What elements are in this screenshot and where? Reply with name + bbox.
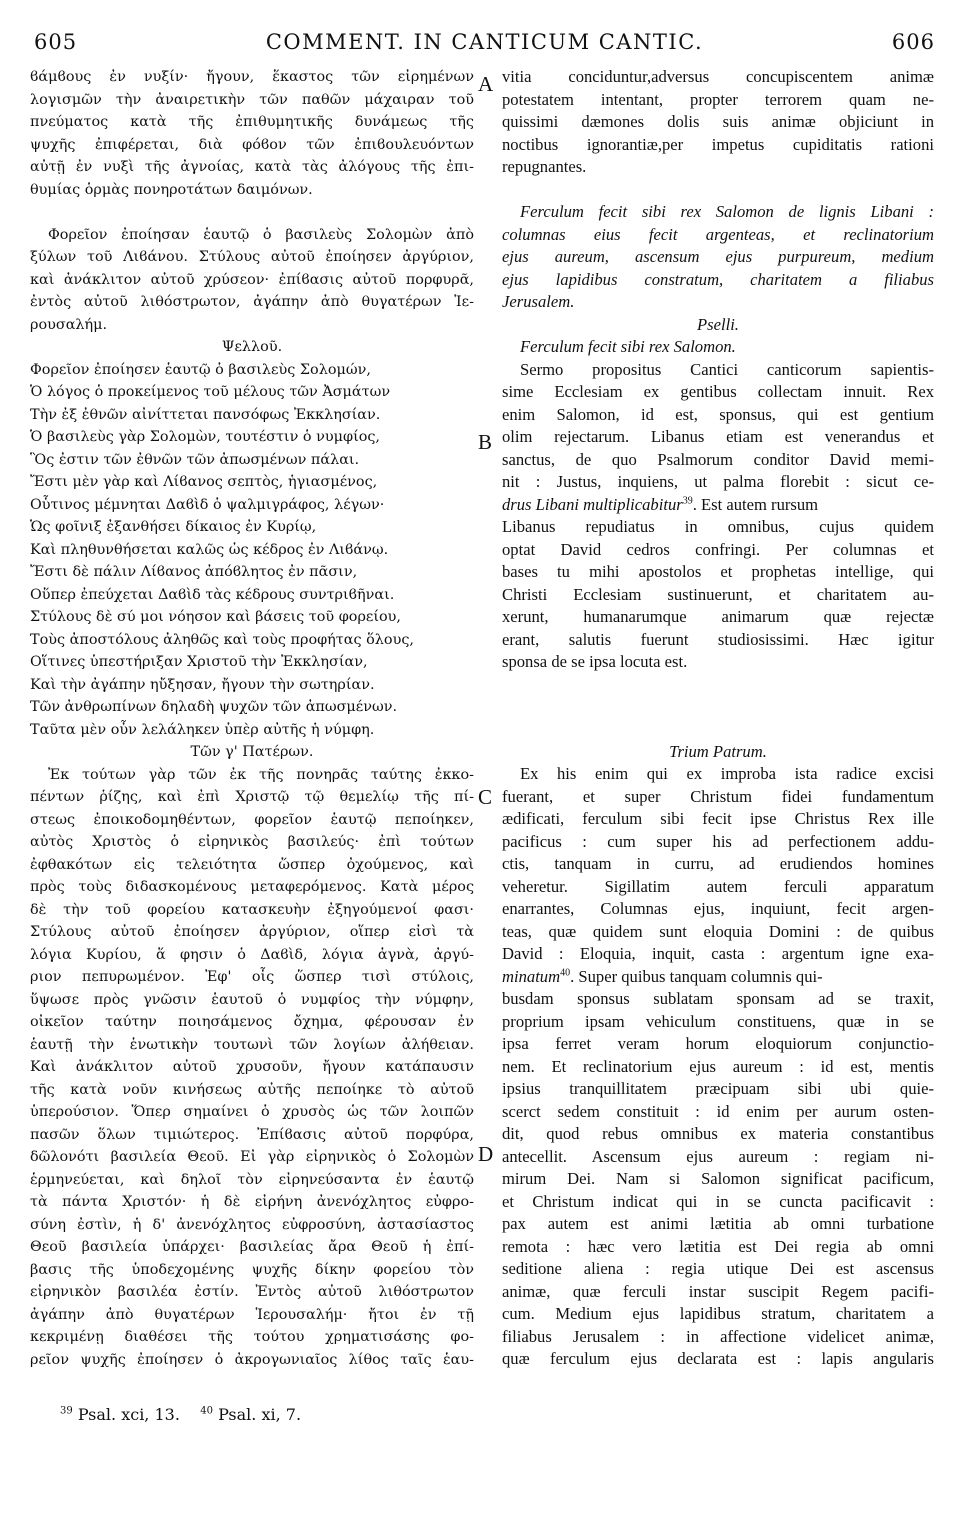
footnote-number: 39 xyxy=(60,1405,73,1417)
text-line: veheretur. Sigillatim autem ferculi apparatum xyxy=(502,876,934,896)
verse-line: Φορεῖον ἐποίησεν ἑαυτῷ ὁ βασιλεὺς Σολομών, xyxy=(30,361,371,378)
text-line: ψυχῆς ἐπιφέρεται, διὰ φόϐον τῶν ἐπιϐουλευόντων xyxy=(30,136,474,153)
text-line: mirum Dei. Nam si Salomon significat pacificum, xyxy=(502,1169,934,1188)
text-line: vitia conciduntur,adversus concupiscentem animæ xyxy=(502,67,934,86)
verse-line: Οὗτινος μέμνηται Δαϐὶδ ὁ ψαλμιγράφος, λέγων· xyxy=(30,496,385,513)
text-line: ctis, tanquam in curru, ad erudiendos homines xyxy=(502,854,934,873)
text-fragment: Super quibus tanquam columnis qui- xyxy=(578,966,823,986)
section-marker-c: C xyxy=(478,785,493,809)
text-line: Ferculum fecit sibi rex Salomon de lignis Libani : xyxy=(520,202,934,221)
text-line: olim rejectarum. Libanus etiam est venerandus et xyxy=(502,427,934,446)
latin-paragraph-2 xyxy=(502,201,934,314)
text-line: antecellit. Ascensum ejus aureum : regiam ni- xyxy=(502,1146,934,1166)
text-line: Ex his enim qui ex improba ista radice excisi xyxy=(520,764,934,783)
text-line: xerunt, humanarumque animarum quæ rejectæ xyxy=(502,607,934,626)
text-line: ρεῖον ψυχῆς ἐποίησεν ὁ ἀκρογωνιαῖος λίθος ταῖς ἑαυ- xyxy=(30,1351,474,1368)
footnote-number: 40 xyxy=(200,1405,213,1417)
greek-verse xyxy=(30,359,474,742)
text-line: ρουσαλήμ. xyxy=(30,316,108,333)
text-line: κεκριμένῃ διαθέσει τῆς τούτου χρηματισάσης φο- xyxy=(30,1329,474,1345)
text-line: ipsa ferret veram horum eloquiorum conjunctio- xyxy=(502,1034,934,1053)
text-line: ejus lapidibus constratum, charitatem a filiabus xyxy=(502,269,934,289)
footnote-39: Psal. xci, 13. xyxy=(77,1405,180,1424)
verse-line: Στύλους δὲ σύ μοι νόησον καὶ βάσεις τοῦ φορείου, xyxy=(30,609,401,625)
text-line: ἐφθακότων εἰς τελειότητα ὥσπερ ὀχούμενος, καὶ xyxy=(30,856,474,873)
text-line: repugnantes. xyxy=(502,157,587,176)
verse-line: Οὕπερ ἐπεύχεται Δαϐὶδ τὰς κέδρους συντριϐῆναι. xyxy=(30,586,395,603)
text-line: ὕψωσε πρὸς γνῶσιν ἑαυτοῦ ὁ νυμφίος τὴν νύμφην, xyxy=(30,991,474,1008)
quote-text: minatum xyxy=(502,966,561,986)
text-line: εἰρηνικὸν βασιλέα ἐστίν. Ἐντὸς αὐτοῦ λιθόστρωτον xyxy=(30,1284,474,1300)
text-line: ædificati, ferculum sibi fecit ipse Christus Rex ille xyxy=(502,809,934,828)
text-line: quissimi dæmones dolis suis animæ objiciunt in xyxy=(502,112,934,131)
text-line: πέντων ῥίζης, καὶ ἐπὶ Χριστῷ τῷ θεμελίῳ τῆς πί- xyxy=(30,789,474,805)
page-number-left: 605 xyxy=(34,30,78,54)
running-head xyxy=(34,30,935,60)
verse-line: Καὶ πληθυνθήσεται καλῶς ὡς κέδρος ἐν Λιϐάνῳ. xyxy=(30,541,389,558)
verse-line: Ὡς φοῖνιξ ἐξανθήσει δίκαιος ἐν Κυρίῳ, xyxy=(30,519,317,535)
latin-paragraph-3 xyxy=(502,359,934,674)
text-line: optat David cedros confringi. Per columnas et xyxy=(502,539,934,559)
verse-line: Καὶ τὴν ἀγάπην ηὔξησαν, ἤγουν τὴν σωτηρίαν. xyxy=(30,676,375,693)
text-line: τῆς κατὰ νοῦν κινήσεως αὐτῆς πεποίηκε τὸ αὐτοῦ xyxy=(30,1081,474,1098)
text-line: drus Libani multiplicabitur$^{39}$. Est autem rursum xyxy=(502,494,819,514)
section-marker-a: A xyxy=(478,72,494,96)
text-line: animæ, quæ ferculi instar suscipit Regem pacifi- xyxy=(502,1281,934,1301)
verse-line: Τοὺς ἀποστόλους ἀληθῶς καὶ τοὺς προφήτας ὅλους, xyxy=(30,631,414,648)
section-marker-d: D xyxy=(478,1142,494,1166)
text-line: cum. Medium ejus lapidibus stratum, charitatem a xyxy=(502,1304,934,1323)
text-line: pax autem est animi lætitia ab omni turbatione xyxy=(502,1214,934,1233)
latin-paragraph-1 xyxy=(502,66,934,179)
text-line: βασις τῆς ὑποδεχομένης ψυχῆς δίκην φορείου τὸν xyxy=(30,1261,474,1278)
text-line: ἀγάπην ἀπὸ θυγατέρων Ἱερουσαλήμ· ἤτοι ἐν τῇ xyxy=(30,1306,474,1323)
text-line: τὰ πάντα Χριστόν· ἡ δὲ εἰρήνη ἀνενόχλητος εὐφρο- xyxy=(30,1194,474,1210)
verse-line: Ὁ λόγος ὁ προκείμενος τοῦ μέλους τῶν Ἀσμάτων xyxy=(30,384,391,400)
text-line: στεως ἐποικοδομηθέντων, φορεῖον ἑαυτῷ πεποίηκεν, xyxy=(30,811,474,828)
text-line: nit : Justus, inquiens, ut palma florebit : sicut ce- xyxy=(502,472,934,491)
text-line: pacificus : cum super his ad perfectionem addu- xyxy=(502,831,934,851)
greek-column xyxy=(30,66,474,1371)
text-line: ϐάμϐους ἐν νυξίν· ἤγουν, ἕκαστος τῶν εἰρημένων xyxy=(30,69,474,85)
page-number-right: 606 xyxy=(891,30,935,54)
running-title: COMMENT. IN CANTICUM CANTIC. xyxy=(265,30,704,54)
section-heading-fathers-greek: Τῶν γ' Πατέρων. xyxy=(190,744,314,760)
footnote-ref-40: 40 xyxy=(560,966,571,978)
text-line: fuerant, et super Christum fidei fundamentum xyxy=(502,786,934,806)
text-line: αὐτὸς Χριστὸς ὁ εἰρηνικὸς βασιλεύς· ἐπὶ τούτων xyxy=(30,834,474,850)
text-line: noctibus ignorantiæ,per impetus cupiditatis rationi xyxy=(502,134,934,154)
text-line: Christi Ecclesiam sustinuerunt, et charitatem au- xyxy=(502,584,934,604)
text-line: πνεύματος κατὰ τῆς ἐπιθυμητικῆς δυνάμεως τῆς xyxy=(30,114,474,130)
verse-line: Ἔστι μὲν γὰρ καὶ Λίϐανος σεπτὸς, ἡγιασμένος, xyxy=(30,474,378,490)
text-line: bases tu mihi apostolos et prophetas intellige, qui xyxy=(502,562,934,581)
text-line: erant, salutis fuerunt studiosissimi. Hæc igitur xyxy=(502,629,934,649)
text-line: quæ ferculum ejus declarata est : lapis angularis xyxy=(502,1349,934,1368)
verse-line: Τὴν ἐξ ἐθνῶν αἰνίττεται πανσόφως Ἐκκλησίαν. xyxy=(30,406,381,423)
text-line: dit, quod rebus omnibus ex materia constantibus xyxy=(502,1124,934,1143)
text-line: ipsius tranquillitatem præcipuam sibi ubi quie- xyxy=(502,1079,934,1098)
text-line: δῶλονότι βασιλεία Θεοῦ. Εἰ γὰρ εἰρηνικὸς ὁ Σολομὼν xyxy=(30,1149,474,1165)
text-line: minatum$^{40}$. Super quibus tanquam columnis qui- xyxy=(502,966,823,986)
text-line: σύνη ἐστὶν, ἡ δ' ἀνενόχλητος εὐφροσύνη, ἀστασίαστος xyxy=(30,1216,474,1233)
text-line: Θεοῦ βασιλεία ὑπάρχει· βασιλείας ἄρα Θεοῦ ἡ ἐπί- xyxy=(30,1239,474,1255)
text-line: λογισμῶν τὴν ἀναιρετικὴν τῶν παθῶν μάχαιραν τοῦ xyxy=(30,91,474,108)
text-line: sime Ecclesiam ex gentibus collectam innuit. Rex xyxy=(502,382,934,401)
text-line: Jerusalem. xyxy=(502,292,575,311)
text-line: potestatem intentant, propter terrorem quam ne- xyxy=(502,89,934,109)
text-line: θυμίας ὁρμὰς πονηροτάτων δαιμόνων. xyxy=(30,181,313,198)
text-line: nem. Et reclinatorium ejus aureum : id est, mentis xyxy=(502,1056,934,1076)
greek-paragraph-3 xyxy=(30,764,474,1372)
text-line: ἑρμηνεύεται, καὶ δηλοῖ τὸν εἰρηνεύσαντα ἐν ἑαυτῷ xyxy=(30,1171,474,1188)
text-line: sanctus, de quo Psalmorum conditor David memi- xyxy=(502,449,934,469)
section-marker-b: B xyxy=(478,430,493,454)
text-line: busdam sponsus sublatam sponsam ad se traxit, xyxy=(502,989,934,1008)
verse-line: Ταῦτα μὲν οὖν λελάληκεν ὑπὲρ αὐτῆς ἡ νύμφη. xyxy=(30,721,375,738)
section-heading-trium-patrum: Trium Patrum. xyxy=(669,741,767,761)
text-line: Libanus repudiatus in omnibus, cujus quidem xyxy=(502,517,934,536)
text-line: remota : hæc vero lætitia est Dei regia ab omni xyxy=(502,1236,934,1256)
footnotes xyxy=(60,1405,301,1424)
verse-line: Ἔστι δὲ πάλιν Λίϐανος ἀπόϐλητος ἐν πᾶσιν, xyxy=(30,564,358,580)
text-line: enim Salomon, id est, sponsus, qui est gentium xyxy=(502,404,934,424)
text-line: teas, quæ quidem sunt eloquia Domini : de quibus xyxy=(502,921,934,941)
footnote-40: Psal. xi, 7. xyxy=(218,1405,302,1424)
verse-line: Ὃς ἐστιν τῶν ἐθνῶν τῶν ἀπωσμένων πάλαι. xyxy=(30,451,360,468)
text-line: ejus aureum, ascensum ejus purpureum, medium xyxy=(502,247,934,266)
text-line: ἐντὸς αὐτοῦ λιθόστρωτον, ἀγάπην ἀπὸ θυγατέρων Ἱε- xyxy=(30,294,474,310)
ferculum-line: Ferculum fecit sibi rex Salomon. xyxy=(520,337,736,356)
quote-text: drus Libani multiplicabitur xyxy=(502,494,683,514)
text-line: Φορεῖον ἐποίησαν ἑαυτῷ ὁ βασιλεὺς Σολομὼν ἀπὸ xyxy=(48,226,474,243)
text-line: David : Eloquia, inquit, casta : argentum igne exa- xyxy=(502,944,934,963)
text-line: πασῶν ὅλων τιμιώτερος. Ἐπίϐασις αὐτοῦ πορφύρα, xyxy=(30,1126,474,1143)
text-line: Στύλους αὐτοῦ ἐποίησεν ἀργύριον, οἵπερ εἰσὶ τὰ xyxy=(30,924,474,940)
text-line: Sermo propositus Cantici canticorum sapientis- xyxy=(520,359,934,379)
latin-column xyxy=(502,66,934,1371)
text-line: scerct sedem constituit : id enim per aurum osten- xyxy=(502,1101,934,1121)
text-line: Ἐκ τούτων γὰρ τῶν ἐκ τῆς πονηρᾶς ταύτης ἐκκο- xyxy=(48,766,474,783)
section-heading-pselli: Pselli. xyxy=(697,314,739,334)
text-fragment: Est autem rursum xyxy=(701,494,819,514)
text-line: ἑαυτῇ τὴν ἑνωτικὴν τουτωνὶ τῶν λογίων ἀλήθειαν. xyxy=(30,1036,474,1053)
text-line: et Christum indicat qui in se cuncta pacificavit : xyxy=(502,1191,934,1211)
text-line: οἰκεῖον ταύτην ποιησάμενος ὄχημα, φέρουσαν ἐν xyxy=(30,1014,474,1030)
text-line: ριον πεπυρωμένον. Ἐφ' οἷς ὥσπερ τισὶ στύλοις, xyxy=(30,969,474,985)
verse-line: Τῶν ἀνθρωπίνων δηλαδὴ ψυχῶν τῶν ἀπωσμένων. xyxy=(30,699,398,715)
text-line: ὑπερούσιον. Ὅπερ σημαίνει ὁ χρυσὸς ὡς τῶν λοιπῶν xyxy=(30,1104,474,1120)
section-heading-psellus-greek: Ψελλοῦ. xyxy=(221,339,283,355)
text-line: πρὸς τοὺς διδασκομένους μεταφερόμενος. Κατὰ μέρος xyxy=(30,879,474,895)
text-line: δὲ τὴν τοῦ φορείου κατασκευὴν ἐξηγούμενοί φασι· xyxy=(30,901,474,918)
text-line: λόγια Κυρίου, ἅ φησιν ὁ Δαϐὶδ, λόγια ἁγνὰ, ἀργύ- xyxy=(30,946,474,963)
text-line: καὶ ἀνάκλιτον αὐτοῦ χρύσεον· ἐπίϐασις αὐτοῦ πορφυρᾶ, xyxy=(30,271,474,288)
text-line: αὐτῇ ἐν νυξὶ τῆς ἀγνοίας, κατὰ τὰς ἀλόγους τῆς ἐπι- xyxy=(30,159,474,175)
verse-line: Ὁ βασιλεὺς γὰρ Σολομὼν, τουτέστιν ὁ νυμφίος, xyxy=(30,429,381,445)
text-line: proprium ipsam vehiculum constituens, quæ in se xyxy=(502,1011,934,1031)
verse-line: Οἵτινες ὑπεστήριξαν Χριστοῦ τὴν Ἐκκλησίαν, xyxy=(30,654,368,670)
text-line: enarrantes, Columnas ejus, inquiunt, fecit argen- xyxy=(502,899,934,918)
text-line: seditione aliena : regia utique Dei est ascensus xyxy=(502,1259,934,1278)
greek-paragraph-2 xyxy=(30,224,474,337)
latin-paragraph-4 xyxy=(502,763,934,1371)
text-line: ξύλων τοῦ Λιϐάνου. Στύλους αὐτοῦ ἐποίησεν ἀργύριον, xyxy=(30,249,474,265)
text-line: sponsa de se ipsa locuta est. xyxy=(502,652,688,671)
text-line: filiabus Jerusalem : in affectione videlicet animæ, xyxy=(502,1326,934,1346)
text-line: Καὶ ἀνάκλιτον αὐτοῦ χρυσοῦν, ἤγουν κατάπαυσιν xyxy=(30,1059,474,1075)
footnote-ref-39: 39 xyxy=(682,494,693,506)
greek-paragraph-1 xyxy=(30,66,474,201)
text-line: columnas eius fecit argenteas, et reclinatorium xyxy=(502,224,934,244)
